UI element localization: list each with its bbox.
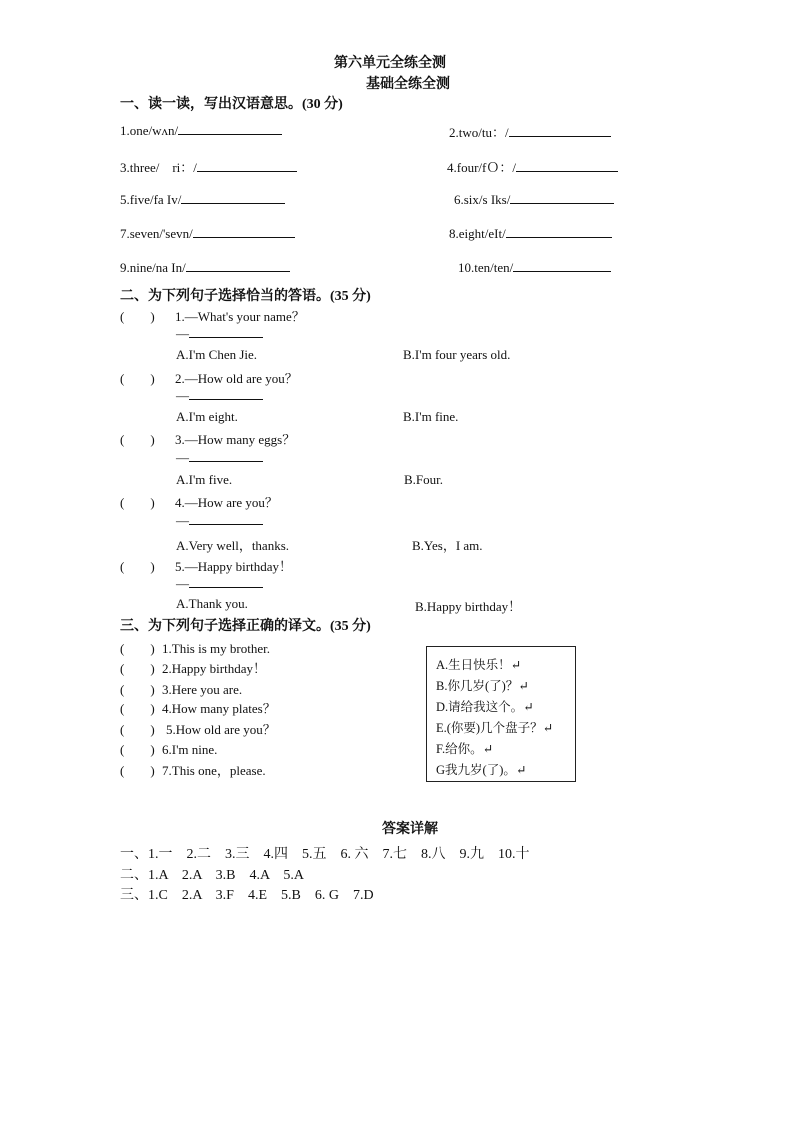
answer-paren[interactable]: ( ) xyxy=(120,701,155,716)
question-row xyxy=(120,368,298,387)
translation-item: ( ) 6.I'm nine. xyxy=(120,739,217,758)
answer-blank[interactable] xyxy=(181,191,285,204)
answer-paren[interactable]: ( ) xyxy=(120,722,155,737)
response-line[interactable]: — xyxy=(176,326,263,342)
response-line[interactable]: — xyxy=(176,388,263,404)
answer-paren[interactable]: ( ) xyxy=(120,682,155,697)
translation-options-box xyxy=(426,646,576,782)
translation-option: F.给你。↵ xyxy=(436,742,494,756)
answer-paren[interactable]: ( ) xyxy=(120,641,155,656)
option-b[interactable]: B.Four. xyxy=(404,472,444,487)
answer-line: 二、1.A 2.A 3.B 4.A 5.A xyxy=(120,868,304,883)
answer-paren[interactable]: ( ) xyxy=(120,661,155,676)
option-a[interactable]: A.Thank you. xyxy=(176,596,248,611)
question-row xyxy=(120,429,295,448)
question-text: 5.—Happy birthday！ xyxy=(175,559,292,574)
answer-paren[interactable]: ( ) xyxy=(120,309,155,324)
page-title: 第六单元全练全测 xyxy=(334,56,446,71)
answer-paren[interactable]: ( ) xyxy=(120,371,155,386)
section1-item: 7.seven/'sevn/ xyxy=(120,225,295,242)
answer-blank[interactable] xyxy=(510,191,614,204)
question-row xyxy=(120,492,278,511)
answer-blank[interactable] xyxy=(516,159,618,172)
answer-paren[interactable]: ( ) xyxy=(120,495,155,510)
translation-item: ( ) 1.This is my brother. xyxy=(120,638,270,657)
translation-option: A.生日快乐！↵ xyxy=(436,658,522,672)
section1-item: 9.nine/na In/ xyxy=(120,259,290,276)
page-subtitle: 基础全练全测 xyxy=(366,77,450,92)
section1-item: 8.eight/eIt/ xyxy=(449,225,612,242)
answer-paren[interactable]: ( ) xyxy=(120,559,155,574)
section1-heading: 一、读一读，写出汉语意思。(30 分) xyxy=(120,97,343,112)
answer-blank[interactable] xyxy=(186,259,290,272)
option-a[interactable]: A.I'm five. xyxy=(176,472,233,487)
section1-item: 5.five/fa Iv/ xyxy=(120,191,285,208)
answer-line: 三、1.C 2.A 3.F 4.E 5.B 6. G 7.D xyxy=(120,888,374,903)
section1-item: 4.four/fＯ：/ xyxy=(447,157,618,176)
answer-blank[interactable] xyxy=(193,225,295,238)
question-text: 1.—What's your name？ xyxy=(175,309,305,324)
question-row xyxy=(120,556,292,575)
translation-option: E.(你要)几个盘子？↵ xyxy=(436,721,554,735)
option-b[interactable]: B.Yes，I am. xyxy=(412,538,483,553)
translation-option: G我九岁(了)。↵ xyxy=(436,763,527,777)
option-b[interactable]: B.I'm four years old. xyxy=(403,347,511,362)
response-line[interactable]: — xyxy=(176,513,263,529)
translation-item: ( ) 4.How many plates？ xyxy=(120,698,276,717)
question-text: 3.—How many eggs？ xyxy=(175,432,296,447)
answers-heading: 答案详解 xyxy=(382,822,438,837)
translation-item: ( ) 3.Here you are. xyxy=(120,679,242,698)
translation-option: D.请给我这个。↵ xyxy=(436,700,534,714)
translation-item: ( ) 7.This one，please. xyxy=(120,760,266,779)
answer-blank[interactable] xyxy=(178,122,282,135)
option-b[interactable]: B.Happy birthday！ xyxy=(415,599,522,614)
option-a[interactable]: A.I'm eight. xyxy=(176,409,238,424)
section2-heading: 二、为下列句子选择恰当的答语。(35 分) xyxy=(120,289,371,304)
section1-item: 2.two/tu：/ xyxy=(449,122,611,141)
question-text: 4.—How are you？ xyxy=(175,495,278,510)
section1-item: 10.ten/ten/ xyxy=(458,259,611,276)
section1-item: 3.three/ ri：/ xyxy=(120,157,297,176)
answer-blank[interactable] xyxy=(197,159,297,172)
answer-blank[interactable] xyxy=(506,225,612,238)
translation-option: B.你几岁(了)？↵ xyxy=(436,679,529,693)
question-row xyxy=(120,306,305,325)
translation-item: ( ) 5.How old are you？ xyxy=(120,719,276,738)
question-text: 2.—How old are you？ xyxy=(175,371,298,386)
section1-item: 6.six/s Iks/ xyxy=(454,191,614,208)
option-a[interactable]: A.I'm Chen Jie. xyxy=(176,347,258,362)
section1-item: 1.one/wʌn/ xyxy=(120,122,282,139)
answer-blank[interactable] xyxy=(513,259,611,272)
answer-paren[interactable]: ( ) xyxy=(120,432,155,447)
option-b[interactable]: B.I'm fine. xyxy=(403,409,459,424)
section3-heading: 三、为下列句子选择正确的译文。(35 分) xyxy=(120,619,371,634)
translation-item: ( ) 2.Happy birthday！ xyxy=(120,658,266,677)
response-line[interactable]: — xyxy=(176,576,263,592)
answer-paren[interactable]: ( ) xyxy=(120,763,155,778)
answer-line: 一、1.一 2.二 3.三 4.四 5.五 6. 六 7.七 8.八 9.九 10.十 xyxy=(120,847,530,862)
option-a[interactable]: A.Very well，thanks. xyxy=(176,538,290,553)
response-line[interactable]: — xyxy=(176,450,263,466)
answer-paren[interactable]: ( ) xyxy=(120,742,155,757)
answer-blank[interactable] xyxy=(509,124,611,137)
